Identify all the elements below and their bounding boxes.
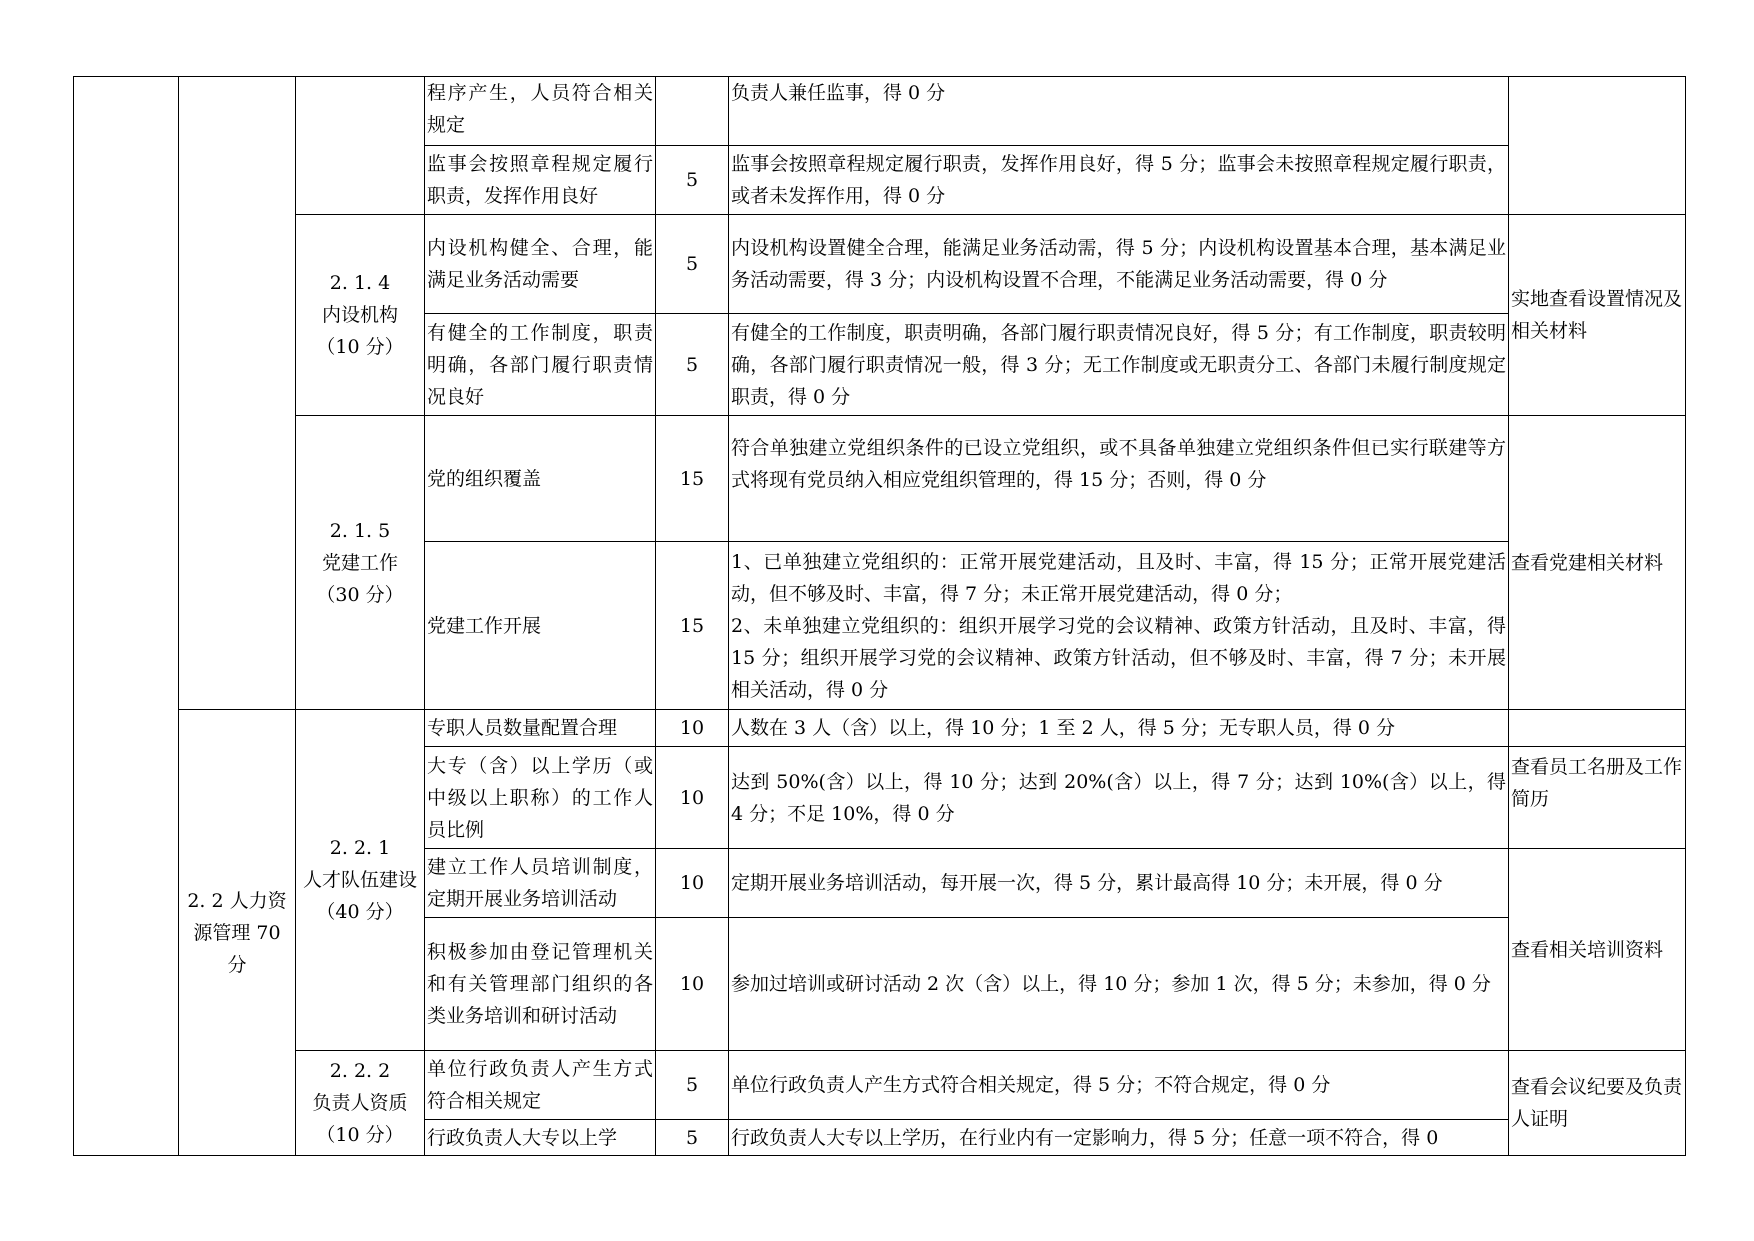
item-cell: 行政负责人大专以上学 (425, 1120, 656, 1156)
section-2-1-5-cell (296, 416, 425, 710)
section-name: 负责人资质 (312, 1092, 408, 1114)
criteria-cell: 参加过培训或研讨活动 2 次（含）以上，得 10 分；参加 1 次，得 5 分；未参加，得 0 分 (729, 918, 1509, 1051)
table-row (74, 1051, 1686, 1120)
method-cell (1509, 77, 1686, 215)
criteria-line: 1、已单独建立党组织的：正常开展党建活动，且及时、丰富，得 15 分；正常开展党建活动，但不够及时、丰富，得 7 分；未正常开展党建活动，得 0 分； (731, 550, 1506, 605)
item-cell: 程序产生，人员符合相关规定 (425, 77, 656, 146)
item-cell: 建立工作人员培训制度，定期开展业务培训活动 (425, 849, 656, 918)
score-cell: 10 (656, 918, 729, 1051)
section-points: （10 分） (316, 1124, 404, 1146)
table-row (74, 416, 1686, 542)
item-cell: 积极参加由登记管理机关和有关管理部门组织的各类业务培训和研讨活动 (425, 918, 656, 1051)
criteria-cell: 达到 50%(含）以上，得 10 分；达到 20%(含）以上，得 7 分；达到 10%(含）以上，得 4 分；不足 10%，得 0 分 (729, 747, 1509, 849)
criteria-cell (729, 542, 1509, 710)
score-cell: 10 (656, 710, 729, 747)
score-cell: 5 (656, 215, 729, 314)
score-cell: 5 (656, 146, 729, 215)
method-cell: 查看会议纪要及负责人证明 (1509, 1051, 1686, 1156)
score-cell: 5 (656, 314, 729, 416)
method-cell (1509, 710, 1686, 747)
score-cell: 10 (656, 849, 729, 918)
item-cell: 有健全的工作制度，职责明确，各部门履行职责情况良好 (425, 314, 656, 416)
item-cell: 党的组织覆盖 (425, 416, 656, 542)
section-code: 2. 2. 2 (329, 1060, 391, 1082)
method-cell: 查看党建相关材料 (1509, 416, 1686, 710)
section-code: 2. 2. 1 (329, 837, 391, 859)
evaluation-table (73, 76, 1686, 1156)
criteria-cell: 人数在 3 人（含）以上，得 10 分；1 至 2 人，得 5 分；无专职人员，得 0 分 (729, 710, 1509, 747)
score-cell: 15 (656, 416, 729, 542)
item-cell: 党建工作开展 (425, 542, 656, 710)
level2-category-cell (179, 77, 296, 710)
section-points: （40 分） (316, 901, 404, 923)
table-row (74, 77, 1686, 146)
criteria-cell: 定期开展业务培训活动，每开展一次，得 5 分，累计最高得 10 分；未开展，得 0 分 (729, 849, 1509, 918)
item-cell: 专职人员数量配置合理 (425, 710, 656, 747)
method-cell: 实地查看设置情况及相关材料 (1509, 215, 1686, 416)
item-cell: 监事会按照章程规定履行职责，发挥作用良好 (425, 146, 656, 215)
score-cell: 5 (656, 1051, 729, 1120)
category-line: 2. 2 人力资 (187, 889, 287, 912)
section-code: 2. 1. 4 (329, 272, 391, 294)
section-2-1-4-cell (296, 215, 425, 416)
hr-management-cell (179, 710, 296, 1156)
item-cell: 单位行政负责人产生方式符合相关规定 (425, 1051, 656, 1120)
section-2-2-2-cell (296, 1051, 425, 1156)
section-points: （30 分） (316, 583, 404, 606)
section-name: 党建工作 (321, 551, 398, 574)
table-row (74, 710, 1686, 747)
item-cell: 内设机构健全、合理，能满足业务活动需要 (425, 215, 656, 314)
level1-category-cell (74, 77, 179, 1156)
score-cell: 15 (656, 542, 729, 710)
criteria-cell: 负责人兼任监事，得 0 分 (729, 77, 1509, 146)
section-code: 2. 1. 5 (329, 519, 391, 542)
method-cell: 查看相关培训资料 (1509, 849, 1686, 1051)
level3-category-cell (296, 77, 425, 215)
table-row (74, 215, 1686, 314)
item-cell: 大专（含）以上学历（或中级以上职称）的工作人员比例 (425, 747, 656, 849)
category-line: 源管理 70 分 (193, 921, 281, 976)
section-name: 内设机构 (321, 304, 398, 326)
section-2-2-1-cell (296, 710, 425, 1051)
section-name: 人才队伍建设 (302, 869, 417, 891)
method-cell: 查看员工名册及工作简历 (1509, 747, 1686, 849)
criteria-cell: 监事会按照章程规定履行职责，发挥作用良好，得 5 分；监事会未按照章程规定履行职责，或者未发挥作用，得 0 分 (729, 146, 1509, 215)
criteria-cell: 符合单独建立党组织条件的已设立党组织，或不具备单独建立党组织条件但已实行联建等方式将现有党员纳入相应党组织管理的，得 15 分；否则，得 0 分 (729, 416, 1509, 542)
criteria-line: 2、未单独建立党组织的：组织开展学习党的会议精神、政策方针活动，且及时、丰富，得 15 分；组织开展学习党的会议精神、政策方针活动，但不够及时、丰富，得 7 分；未开展相关活动，得 0 分 (731, 614, 1506, 701)
score-cell: 10 (656, 747, 729, 849)
score-cell (656, 77, 729, 146)
criteria-cell: 单位行政负责人产生方式符合相关规定，得 5 分；不符合规定，得 0 分 (729, 1051, 1509, 1120)
section-points: （10 分） (316, 336, 404, 358)
score-cell: 5 (656, 1120, 729, 1156)
criteria-cell: 内设机构设置健全合理，能满足业务活动需，得 5 分；内设机构设置基本合理，基本满足业务活动需要，得 3 分；内设机构设置不合理，不能满足业务活动需要，得 0 分 (729, 215, 1509, 314)
criteria-cell: 行政负责人大专以上学历，在行业内有一定影响力，得 5 分；任意一项不符合，得 0 (729, 1120, 1509, 1156)
criteria-cell: 有健全的工作制度，职责明确，各部门履行职责情况良好，得 5 分；有工作制度，职责较明确，各部门履行职责情况一般，得 3 分；无工作制度或无职责分工、各部门未履行制度规定职责，得 0 分 (729, 314, 1509, 416)
